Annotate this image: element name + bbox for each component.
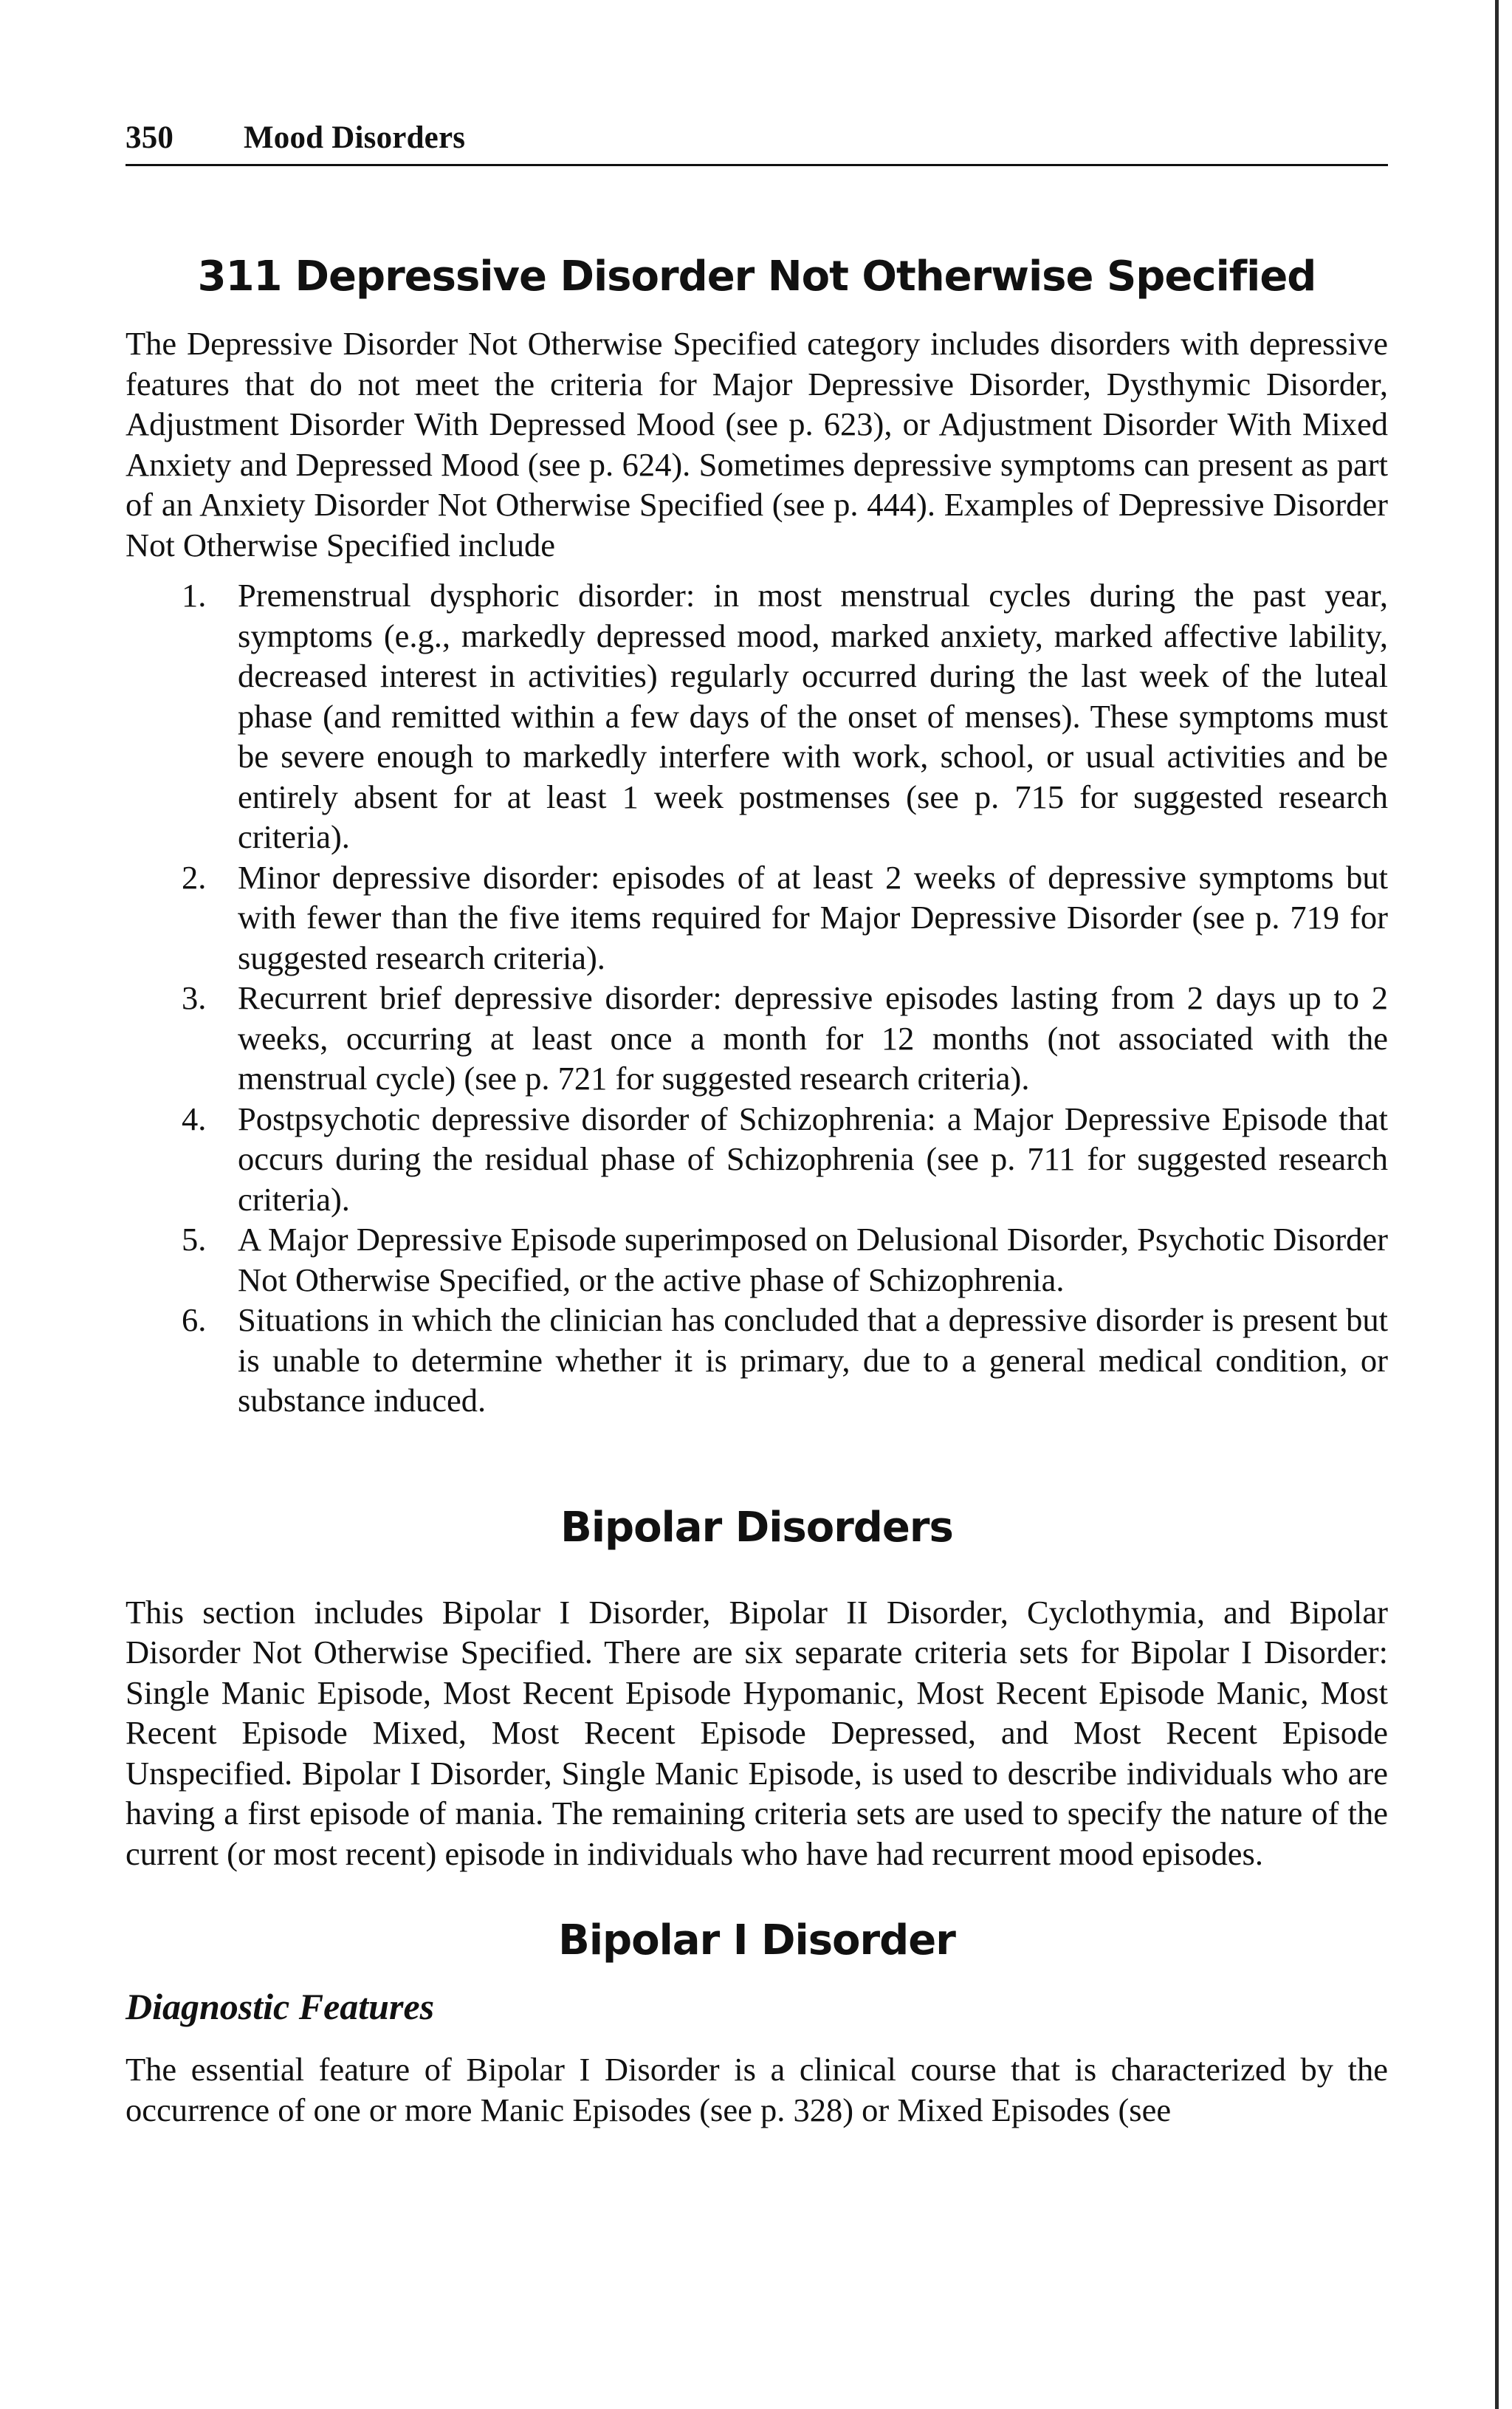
list-item-number: 6. [182, 1301, 207, 1338]
diagnostic-features-paragraph: The essential feature of Bipolar I Disorder is a clinical course that is characterized by the occurrence of one or more Manic Episodes (see p. 328) or Mixed Episodes (see [126, 2051, 1388, 2128]
page-number: 350 [126, 120, 174, 155]
page-content [126, 251, 1388, 2130]
list-item-text: Postpsychotic depressive disorder of Schizophrenia: a Major Depressive Episode that occurs during the residual phase of Schizophrenia (see p. 711 for suggested research criteria). [238, 1100, 1388, 1218]
diagnostic-code: 311 [197, 253, 282, 301]
subheading-diagnostic-features: Diagnostic Features [126, 1986, 435, 2027]
depressive-nos-examples-list [126, 575, 1388, 1421]
depressive-nos-intro-paragraph: The Depressive Disorder Not Otherwise Specified category includes disorders with depressive features that do not meet the criteria for Major Depressive Disorder, Dysthymic Disorder, Adjustment Disorder With Depressed Mood (see p. 623), or Adjustment Disorder With Mixed Anxiety and Depressed Mood (see p. 624). Sometimes depressive symptoms can present as part of an Anxiety Disorder Not Otherwise Specified (see p. 444). Examples of Depressive Disorder Not Otherwise Specified include [126, 325, 1388, 563]
section-heading-depressive-nos [126, 251, 1388, 303]
section-title: Depressive Disorder Not Otherwise Specified [295, 253, 1316, 301]
list-item [126, 978, 1388, 1099]
list-item [126, 1300, 1388, 1421]
list-item [126, 857, 1388, 979]
list-item-number: 2. [182, 858, 207, 896]
bipolar-disorders-intro-paragraph: This section includes Bipolar I Disorder, Bipolar II Disorder, Cyclothymia, and Bipolar Disorder Not Otherwise Specified. There are six separate criteria sets for Bipolar I Disorder: Single Manic Episode, Most Recent Episode Hypomanic, Most Recent Episode Manic, Most Recent Episode Mixed, Most Recent Episode Depressed, and Most Recent Episode Unspecified. Bipolar I Disorder, Single Manic Episode, is used to describe individuals who are having a first episode of mania. The remaining criteria sets are used to specify the nature of the current (or most recent) episode in individuals who have had recurrent mood episodes. [126, 1593, 1388, 1872]
section-heading-bipolar-disorders: Bipolar Disorders [560, 1503, 953, 1552]
list-item [126, 1219, 1388, 1300]
list-item-text: Recurrent brief depressive disorder: depressive episodes lasting from 2 days up to 2 weeks, occurring at least once a month for 12 months (not associated with the menstrual cycle) (see p. 721 for suggested research criteria). [238, 979, 1388, 1097]
list-item [126, 575, 1388, 857]
list-item-number: 1. [182, 577, 207, 614]
list-item-number: 5. [182, 1221, 207, 1258]
page-edge-shadow [1495, 0, 1499, 2409]
list-item-text: Situations in which the clinician has concluded that a depressive disorder is present but is unable to determine whether it is primary, due to a general medical condition, or substance induced. [238, 1301, 1388, 1419]
running-title: Mood Disorders [244, 120, 466, 155]
section-heading-bipolar-i: Bipolar I Disorder [558, 1916, 955, 1964]
list-item [126, 1099, 1388, 1220]
list-item-text: Minor depressive disorder: episodes of at least 2 weeks of depressive symptoms but with fewer than the five items required for Major Depressive Disorder (see p. 719 for suggested research criteria). [238, 858, 1388, 976]
list-item-text: A Major Depressive Episode superimposed on Delusional Disorder, Psychotic Disorder Not Otherwise Specified, or the active phase of Schizophrenia. [238, 1221, 1388, 1298]
list-item-text: Premenstrual dysphoric disorder: in most menstrual cycles during the past year, symptoms (e.g., markedly depressed mood, marked anxiety, marked affective lability, decreased interest in activities) regularly occurred during the last week of the luteal phase (and remitted within a few days of the onset of menses). These symptoms must be severe enough to markedly interfere with work, school, or usual activities and be entirely absent for at least 1 week postmenses (see p. 715 for suggested research criteria). [238, 577, 1388, 855]
list-item-number: 3. [182, 979, 207, 1016]
list-item-number: 4. [182, 1100, 207, 1137]
running-header [126, 111, 1388, 166]
